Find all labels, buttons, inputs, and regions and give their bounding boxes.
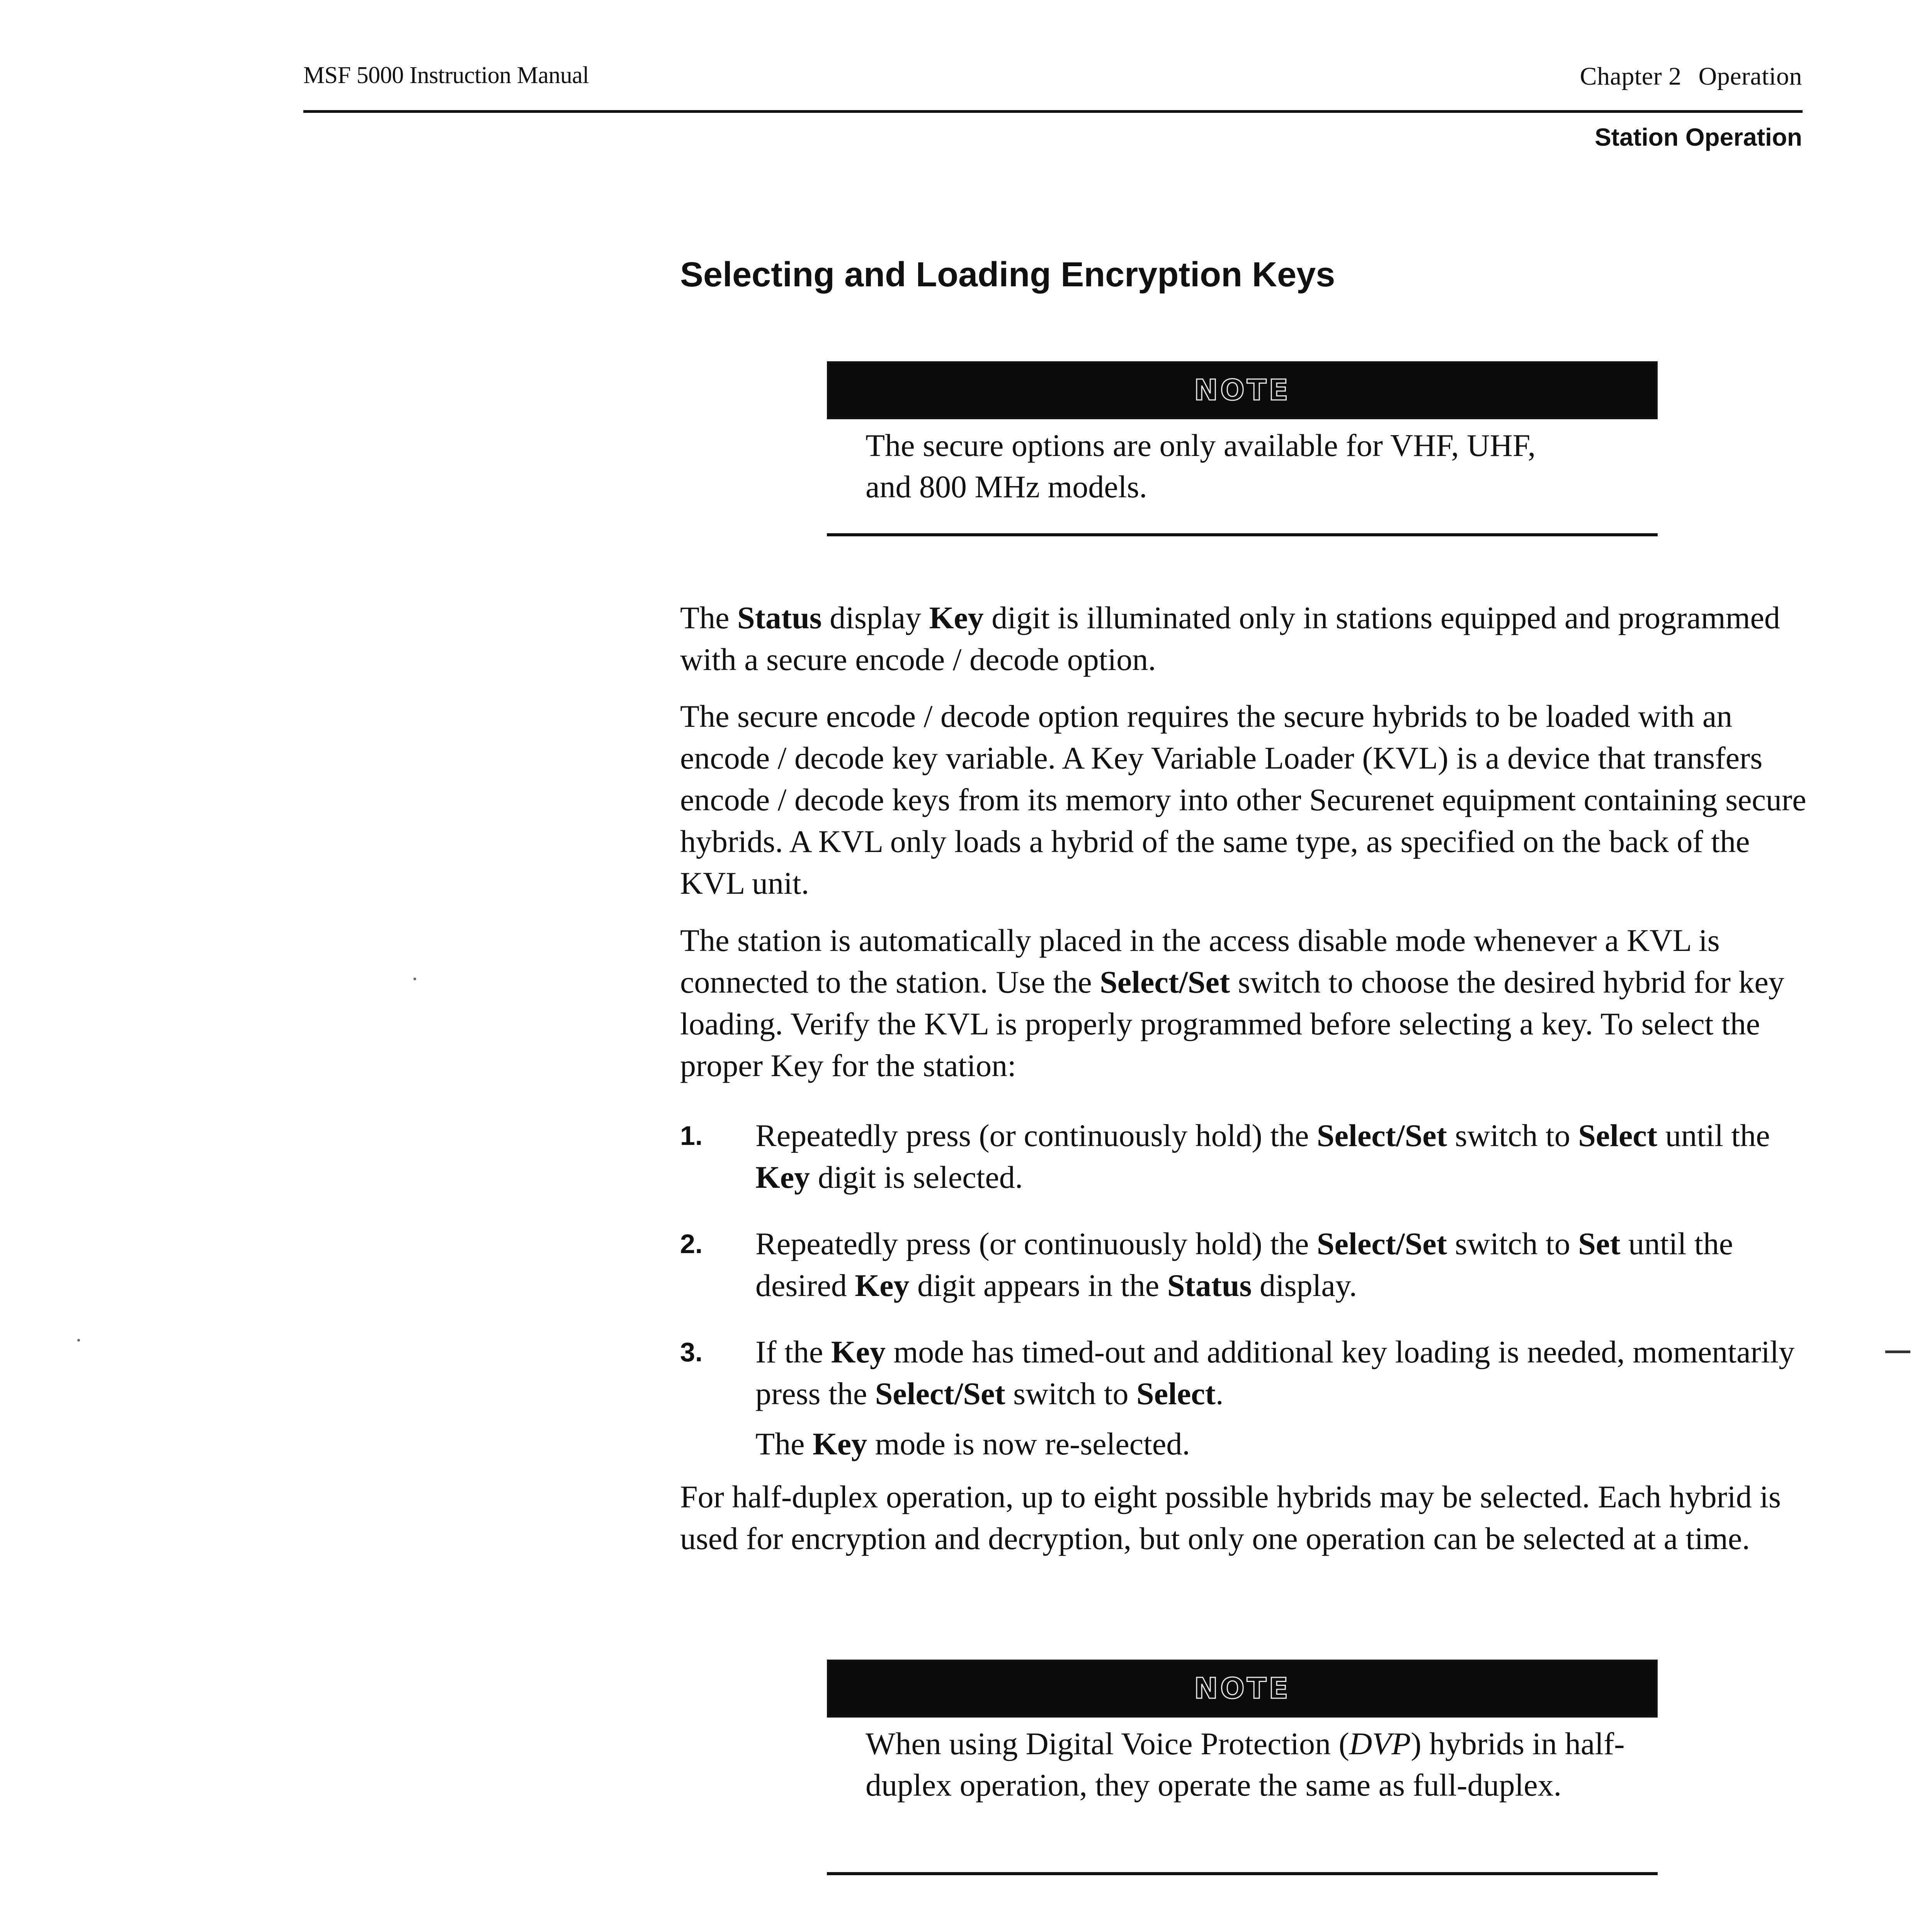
list-item [680, 1331, 1808, 1465]
page-title: Selecting and Loading Encryption Keys [680, 255, 1335, 294]
step-result: The Key mode is now re-selected. [755, 1426, 1190, 1461]
scan-speck [77, 1339, 80, 1342]
note-rule [827, 1872, 1658, 1875]
note-box [827, 1660, 1658, 1806]
step-text: Repeatedly press (or continuously hold) the Select/Set switch to Select until the Key digit is selected. [755, 1118, 1770, 1195]
note-label: NOTE [1194, 1672, 1291, 1705]
note-banner [827, 361, 1658, 419]
list-item [680, 1115, 1808, 1198]
chapter-title: Operation [1698, 62, 1802, 90]
note-line: The secure options are only available for VHF, UHF, [866, 428, 1536, 463]
paragraph: The secure encode / decode option requires the secure hybrids to be loaded with an encode / decode key variable. A Key Variable Loader (KVL) is a device that transfers encode / decode keys from its memory into other Securenet equipment containing secure hybrids. A KVL only loads a hybrid of the same type, as specified on the back of the KVL unit. [680, 699, 1806, 901]
note-label: NOTE [1194, 374, 1291, 407]
chapter-heading [1580, 62, 1802, 91]
note-rule [827, 533, 1658, 536]
header-rule [303, 110, 1803, 113]
chapter-number: Chapter 2 [1580, 62, 1682, 90]
paragraph: The station is automatically placed in the access disable mode whenever a KVL is connected to the station. Use the Select/Set switch to choose the desired hybrid for key loading. Verify the KVL is properly programmed before selecting a key. To select the proper Key for the station: [680, 923, 1784, 1083]
note-box [827, 361, 1658, 507]
step-number: 2. [680, 1229, 703, 1259]
step-text: If the Key mode has timed-out and additional key loading is needed, momentarily press the Select/Set switch to Select. [755, 1334, 1795, 1411]
step-number: 3. [680, 1337, 703, 1367]
note-banner [827, 1660, 1658, 1718]
section-heading: Station Operation [1595, 123, 1802, 151]
manual-title: MSF 5000 Instruction Manual [303, 62, 589, 88]
step-text: Repeatedly press (or continuously hold) the Select/Set switch to Set until the desired Key digit appears in the Status display. [755, 1226, 1733, 1303]
scan-speck [413, 978, 416, 980]
change-bar-mark [1885, 1350, 1910, 1353]
note-line: and 800 MHz models. [866, 469, 1147, 504]
note-text: When using Digital Voice Protection (DVP) hybrids in half-duplex operation, they operate the same as full-duplex. [866, 1726, 1625, 1803]
step-number: 1. [680, 1121, 703, 1151]
paragraph: The Status display Key digit is illuminated only in stations equipped and programmed with a secure encode / decode option. [680, 600, 1780, 677]
list-item [680, 1223, 1808, 1306]
note-text [866, 425, 1658, 507]
paragraph: For half-duplex operation, up to eight possible hybrids may be selected. Each hybrid is used for encryption and decryption, but only one operation can be selected at a time. [680, 1479, 1781, 1556]
